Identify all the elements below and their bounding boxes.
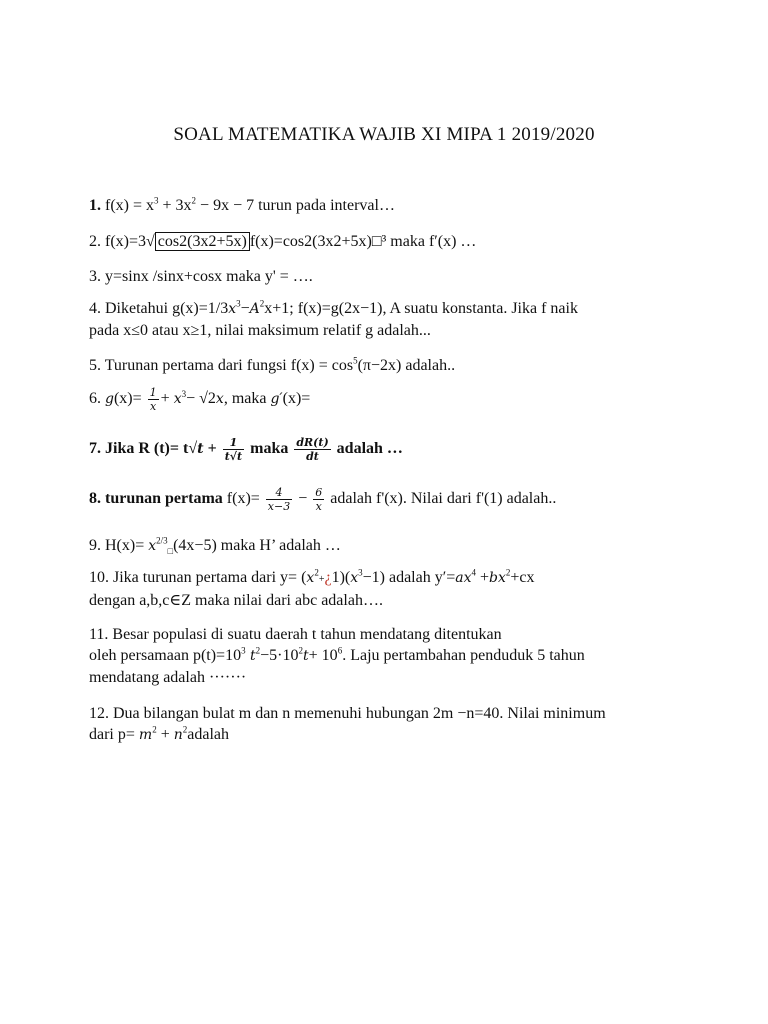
- question-text: (4x−5) maka H’ adalah …: [173, 537, 341, 554]
- boxed-expression: cos2(3x2+5x): [155, 232, 250, 251]
- fraction: [266, 486, 292, 513]
- operator: −: [294, 490, 312, 508]
- question-text: 2. f(x)=3√: [89, 233, 155, 250]
- math-variable: t: [303, 648, 309, 664]
- exponent: 3: [236, 298, 241, 309]
- document-title: SOAL MATEMATIKA WAJIB XI MIPA 1 2019/2020: [173, 124, 595, 145]
- question-text: f(x) = x: [101, 197, 155, 214]
- question-text: 8. turunan pertama: [89, 490, 227, 508]
- question-text: − √2: [186, 390, 216, 408]
- subscript: □: [167, 546, 174, 557]
- denominator: dt: [306, 450, 319, 463]
- math-variable: t: [245, 648, 256, 664]
- math-variable: x: [148, 538, 157, 554]
- operator: +: [156, 726, 174, 743]
- numerator: 1: [149, 386, 157, 399]
- numerator: 4: [266, 486, 292, 500]
- question-text: x+1; f(x)=g(2x−1), A suatu konstanta. Jika f naik: [264, 300, 578, 317]
- exponent: 2: [191, 195, 197, 206]
- question-12: [89, 703, 689, 746]
- question-text: 10. Jika turunan pertama dari y= (: [89, 569, 307, 586]
- denominator: x−3: [267, 500, 291, 513]
- question-text: f(x)=cos2(3x2+5x)□³ maka f′(x) …: [249, 233, 477, 250]
- question-text: (x)=: [113, 390, 146, 408]
- math-variable: x: [215, 391, 224, 408]
- question-text: adalah f'(x). Nilai dari f'(1) adalah..: [326, 490, 557, 508]
- question-11: [89, 624, 689, 688]
- question-text: f(x)=: [226, 490, 264, 508]
- question-text: ¿: [324, 569, 332, 586]
- question-text: 4. Diketahui g(x)=1/3: [89, 300, 229, 317]
- operator: +: [203, 440, 221, 458]
- exponent: 2: [182, 724, 188, 735]
- question-text: pada x≤0 atau x≥1, nilai maksimum relatif g adalah...: [89, 322, 431, 339]
- question-9: [89, 535, 689, 557]
- exponent: 2: [314, 567, 319, 578]
- exponent: 2: [259, 298, 265, 309]
- exponent: 3: [358, 567, 363, 578]
- question-4: [89, 298, 689, 341]
- numerator: dR(t): [296, 436, 329, 449]
- question-text: + 3x: [158, 197, 192, 214]
- question-text: dari p=: [89, 726, 139, 743]
- question-text: dengan a,b,c∈Z maka nilai dari abc adalah….: [89, 592, 383, 609]
- exponent: 2: [152, 724, 157, 735]
- exponent: 2: [298, 645, 304, 656]
- question-5: [89, 355, 689, 376]
- exponent: 5: [353, 355, 358, 366]
- question-3: [89, 266, 689, 287]
- math-variable: A: [249, 301, 260, 317]
- operator: −: [240, 300, 250, 317]
- question-text: +cx: [510, 569, 535, 586]
- fraction: [223, 436, 244, 463]
- question-text: (π−2x) adalah..: [357, 357, 456, 374]
- question-text: −1) adalah y′=: [362, 569, 456, 586]
- math-variable: ax: [455, 570, 472, 586]
- question-text: + 10: [308, 647, 338, 664]
- exponent: 2/3: [156, 535, 168, 546]
- question-text: adalah: [187, 726, 229, 743]
- math-variable: bx: [489, 570, 506, 586]
- exponent: 2: [255, 645, 261, 656]
- math-variable: m: [138, 727, 153, 743]
- question-10: [89, 567, 689, 611]
- question-text: . Laju pertambahan penduduk 5 tahun: [342, 647, 585, 664]
- question-2: [89, 231, 689, 252]
- math-variable: g: [105, 391, 114, 408]
- math-variable: x: [350, 570, 359, 586]
- question-number: 1.: [89, 197, 101, 214]
- question-text: 3. y=sinx /sinx+cosx maka y' = ….: [89, 268, 313, 285]
- math-variable: x: [306, 570, 315, 586]
- question-text: 6.: [89, 390, 105, 408]
- question-text: 1)(: [331, 569, 351, 586]
- fraction: [313, 486, 324, 513]
- exponent: 3: [241, 645, 246, 656]
- fraction: [294, 436, 330, 463]
- question-text: 7. Jika R (t)= t√: [89, 440, 198, 458]
- denominator: x: [150, 400, 157, 413]
- denominator: t√t: [224, 450, 243, 463]
- question-text: maka: [246, 440, 293, 458]
- operator: +: [318, 574, 325, 585]
- question-7: [89, 436, 689, 463]
- math-variable: x: [228, 301, 237, 317]
- math-variable: g′: [270, 391, 283, 408]
- question-text: − 9x − 7 turun pada interval…: [196, 197, 395, 214]
- exponent: 3: [154, 195, 159, 206]
- math-variable: x: [173, 391, 182, 408]
- fraction: [148, 386, 159, 413]
- question-text: , maka: [223, 390, 271, 408]
- question-text: adalah …: [332, 440, 403, 458]
- question-6: [89, 386, 689, 413]
- numerator: 1: [223, 436, 244, 450]
- question-text: 9. H(x)=: [89, 537, 149, 554]
- math-variable: t: [197, 441, 204, 458]
- exponent: 4: [471, 567, 476, 578]
- question-1: [89, 195, 689, 216]
- question-text: 11. Besar populasi di suatu daerah t tahun mendatang ditentukan: [89, 626, 502, 643]
- question-text: mendatang adalah ·······: [89, 669, 247, 686]
- numerator: 6: [315, 486, 323, 499]
- question-text: +: [476, 569, 490, 586]
- denominator: x: [315, 500, 322, 513]
- question-text: 5. Turunan pertama dari fungsi f(x) = cos: [89, 357, 354, 374]
- exponent: 3: [181, 388, 187, 399]
- question-8: [89, 486, 689, 513]
- math-variable: n: [173, 727, 183, 743]
- question-text: oleh persamaan p(t)=10: [89, 647, 242, 664]
- exponent: 6: [337, 645, 343, 656]
- question-text: −5·10: [260, 647, 299, 664]
- question-text: (x)=: [282, 390, 311, 408]
- operator: +: [160, 390, 174, 408]
- exponent: 2: [505, 567, 511, 578]
- question-text: 12. Dua bilangan bulat m dan n memenuhi hubungan 2m −n=40. Nilai minimum: [89, 705, 606, 722]
